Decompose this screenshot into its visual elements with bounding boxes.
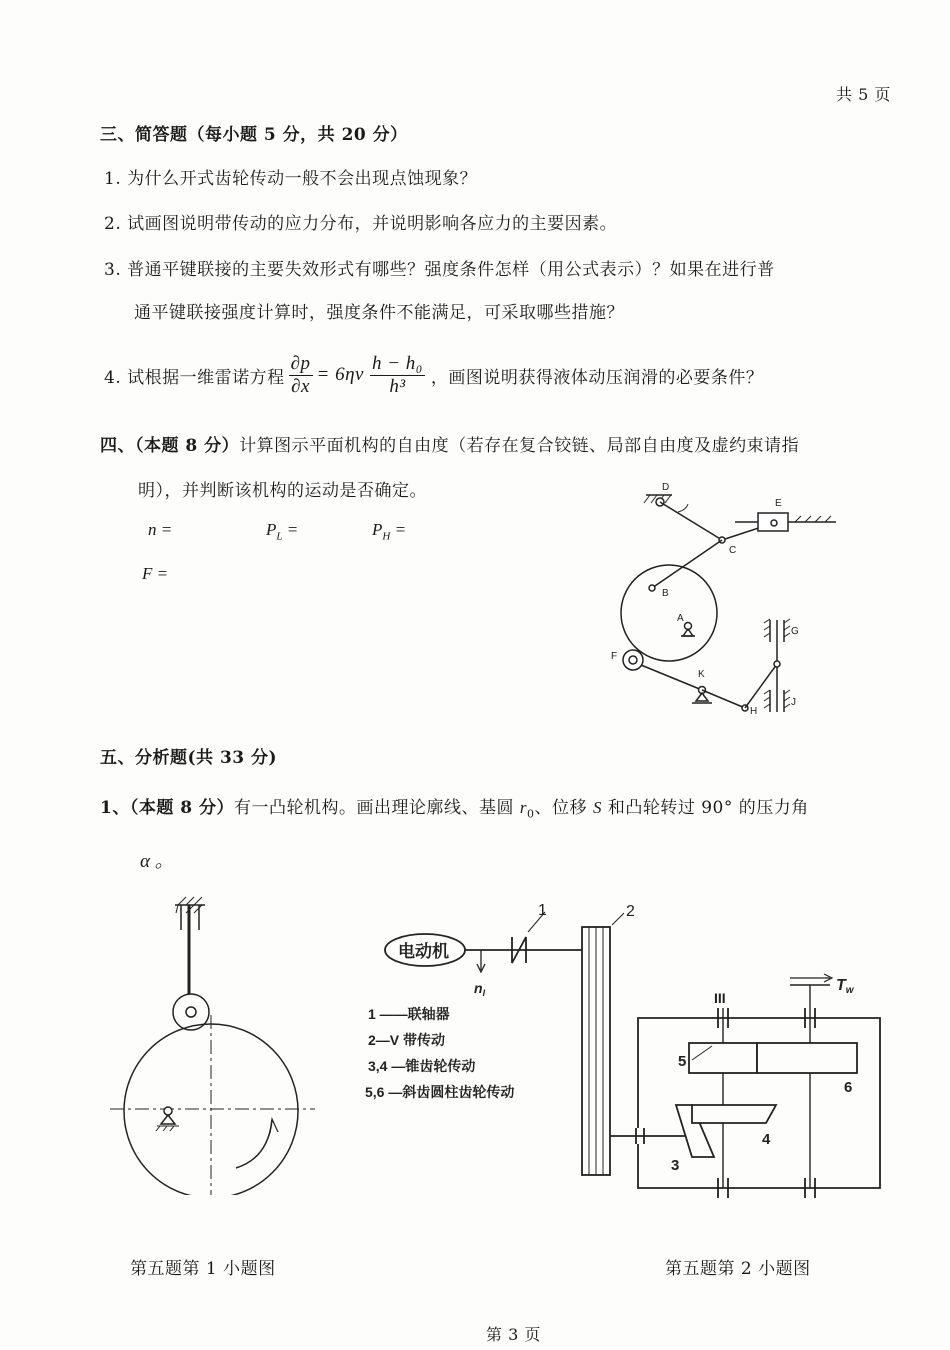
section5-q1-r0: r (519, 798, 528, 817)
label-e: E (775, 498, 782, 509)
section3-q4 (104, 344, 763, 406)
section5-q1-r0-sub: 0 (527, 807, 535, 821)
section5-q1 (100, 793, 809, 820)
cam-rotation-arrow (236, 1120, 272, 1168)
label-b: B (662, 588, 669, 599)
section4-text1: 计算图示平面机构的自由度（若存在复合铰链、局部自由度及虚约束请指 (239, 436, 800, 456)
section3-q3-line1: 3. 普通平键联接的主要失效形式有哪些？强度条件怎样（用公式表示）？如果在进行普 (104, 260, 775, 280)
dof-f: F = (142, 564, 169, 583)
label-3: 3 (671, 1157, 680, 1174)
pivot-b (649, 585, 655, 591)
link-h-slider (745, 664, 777, 708)
label-h: H (750, 706, 758, 717)
ground-k (696, 693, 708, 701)
section3-q3-line2: 通平键联接强度计算时，强度条件不能满足，可采取哪些措施？ (134, 303, 624, 323)
shaft-iii-label: III (714, 990, 726, 1006)
dof-ph (372, 520, 406, 542)
label-6: 6 (844, 1079, 853, 1096)
label-a: A (677, 613, 684, 624)
q4-rhs-fraction (370, 353, 425, 398)
q4-rhs-num: h − h₀ (371, 352, 423, 374)
mechanism-diagram (600, 478, 850, 723)
section5-title: 五、分析题(共 33 分) (100, 748, 278, 768)
page-number: 第 3 页 (486, 1325, 541, 1344)
dof-n: n = (148, 520, 173, 539)
n1-label-sub: I (482, 988, 486, 998)
dof-pl (266, 520, 298, 542)
section5-q1-text-c: 和凸轮转过 90° 的压力角 (601, 798, 809, 818)
link-bc (652, 540, 722, 588)
cam-diagram (100, 895, 340, 1195)
label-1: 1 (538, 902, 547, 919)
legend-3: 3,4 —锥齿轮传动 (368, 1058, 476, 1074)
q4-post: ，画图说明获得液体动压润滑的必要条件？ (430, 367, 764, 388)
legend-2: 2—V 带传动 (368, 1032, 446, 1048)
label-d: D (662, 482, 670, 493)
legend-1: 1 ——联轴器 (368, 1006, 450, 1022)
q4-lhs-num: ∂p (290, 352, 311, 374)
q4-rhs-den: h³ (389, 375, 406, 397)
bevel-gear-4 (692, 1105, 776, 1123)
label-k: K (698, 669, 705, 680)
fig2-caption: 第五题第 2 小题图 (665, 1259, 811, 1279)
cam-pivot-hatch (156, 1126, 179, 1131)
tw-label (836, 977, 855, 996)
dof-ph-sub: H (382, 530, 391, 543)
section5-q1-s: S (592, 798, 602, 817)
dof-pl-p: P (266, 520, 277, 539)
label-j: J (791, 697, 796, 708)
fig1-caption: 第五题第 1 小题图 (130, 1259, 276, 1279)
pivot-e (771, 520, 777, 526)
cam-rotation-arrowhead (270, 1119, 278, 1133)
section4-line2: 明），并判断该机构的运动是否确定。 (138, 481, 427, 501)
dof-pl-sub: L (276, 530, 283, 543)
dof-pl-eq: = (282, 520, 299, 539)
disk-a (621, 565, 717, 661)
total-pages: 共 5 页 (836, 85, 891, 104)
tw-label-t: T (836, 977, 846, 994)
section5-q1-prefix: 1、（本题 8 分） (100, 798, 234, 818)
dof-ph-p: P (372, 520, 383, 539)
link-kh (702, 690, 745, 708)
pivot-rod (774, 661, 780, 667)
section3-q2: 2. 试画图说明带传动的应力分布，并说明影响各应力的主要因素。 (104, 214, 618, 234)
tw-label-sub: w (845, 985, 854, 996)
label-4: 4 (762, 1131, 771, 1148)
label-5: 5 (678, 1053, 687, 1070)
q4-lhs-den: ∂x (291, 375, 310, 397)
q4-mid: = 6ην (316, 364, 364, 385)
section5-q1-alpha: α 。 (140, 851, 174, 872)
gear-6 (757, 1043, 857, 1073)
link-dc (660, 502, 722, 540)
leader-2 (612, 913, 624, 925)
cam-pivot-ground (161, 1115, 175, 1124)
section4-line1 (100, 431, 799, 456)
link-fk (641, 665, 702, 690)
label-2: 2 (626, 903, 635, 920)
q4-lhs-fraction (289, 353, 313, 398)
n1-label (474, 980, 486, 998)
roller-f (623, 650, 643, 670)
label-f: F (611, 651, 618, 662)
transmission-diagram (360, 895, 890, 1205)
n1-label-n: n (474, 980, 483, 996)
section5-q1-text-a: 有一凸轮机构。画出理论廓线、基圆 (234, 798, 520, 818)
section3-title: 三、简答题（每小题 5 分，共 20 分） (100, 125, 408, 145)
rotation-arrow-d (678, 504, 688, 512)
ground-a (683, 629, 693, 636)
gear-5 (689, 1043, 757, 1073)
guide-e-hatch (795, 516, 831, 522)
section4-title: 四、（本题 8 分） (100, 436, 240, 456)
section5-q1-text-b: 、位移 (534, 798, 593, 818)
section3-q1: 1. 为什么开式齿轮传动一般不会出现点蚀现象？ (104, 169, 478, 189)
motor-label: 电动机 (398, 942, 449, 961)
q4-prefix: 4. 试根据一维雷诺方程 (104, 367, 285, 388)
label-c: C (729, 545, 737, 556)
label-g: G (791, 626, 799, 637)
legend-4: 5,6 —斜齿圆柱齿轮传动 (365, 1084, 515, 1100)
dof-ph-eq: = (390, 520, 407, 539)
